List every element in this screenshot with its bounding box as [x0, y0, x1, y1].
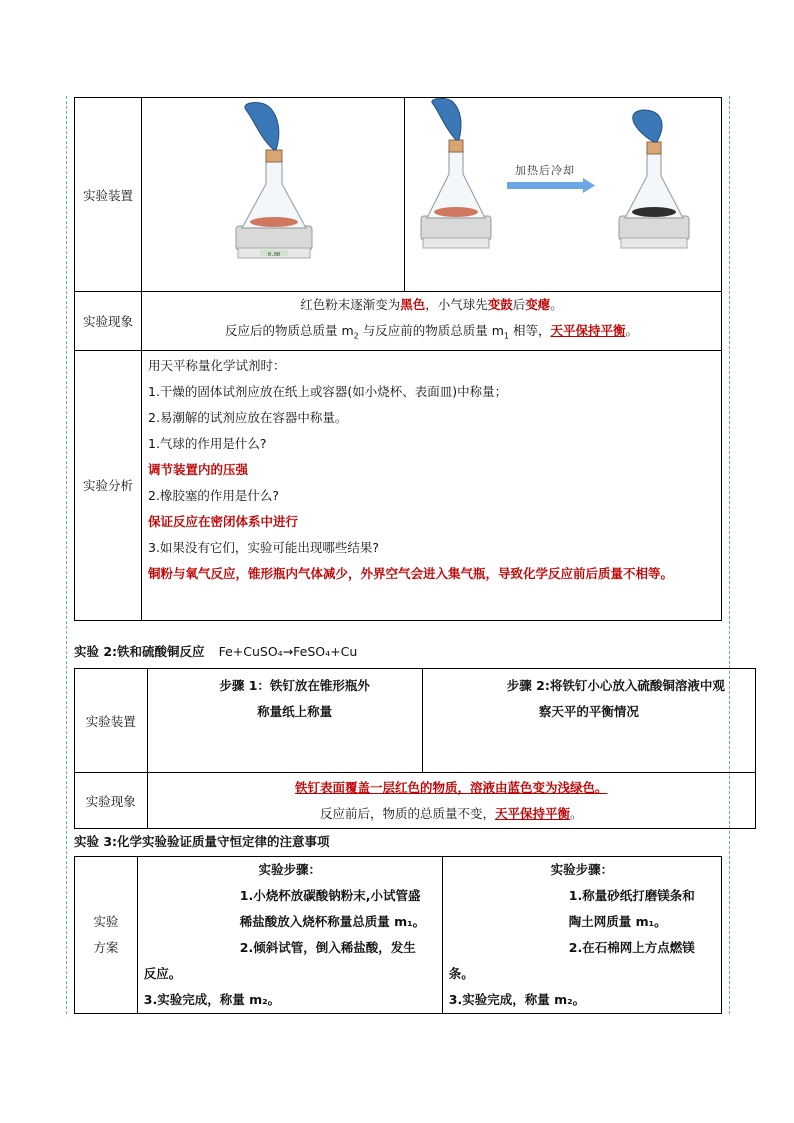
- analysis-line: 1.干燥的固体试剂应放在纸上或容器(如小烧杯、表面皿)中称量；: [148, 383, 508, 399]
- exp3-right-line: 陶土网质量 m₁。: [568, 914, 667, 929]
- exp2-row-label-apparatus: 实验装置: [75, 669, 148, 773]
- exp3-right-line: 2.在石棉网上方点燃镁: [568, 940, 695, 955]
- row-label-phenomenon: 实验现象: [75, 292, 142, 351]
- flask-balloon-illustration: [142, 98, 404, 288]
- exp3-right-line: 3.实验完成，称量 m₂。: [448, 992, 586, 1007]
- exp3-left-line: 稀盐酸放入烧杯称量总质量 m₁。: [239, 914, 426, 929]
- analysis-line: 用天平称量化学试剂时：: [148, 357, 286, 373]
- exp2-step1-line: 步骤 1：铁钉放在锥形瓶外: [219, 678, 370, 693]
- exp2-step2-line: 察天平的平衡情况: [538, 704, 639, 719]
- experiment1-table: [74, 97, 722, 621]
- phenomenon-line-2: 反应后的物质总质量 $m_2$ 与反应前的物质总质量 $m_1$ 相等，天平保持平衡。: [225, 323, 638, 341]
- analysis-answer: 调节装置内的压强: [148, 461, 249, 477]
- exp2-phenomenon-cell: [147, 773, 755, 829]
- exp2-step2-line: 步骤 2:将铁钉小心放入硫酸铜溶液中观: [506, 678, 725, 693]
- experiment3-table: [74, 856, 722, 1014]
- heating-cooling-illustration: [405, 98, 721, 288]
- exp3-left-line: 反应。: [143, 966, 182, 981]
- exp3-right-plan: [442, 857, 721, 1014]
- exp2-step1-line: 称量纸上称量: [257, 704, 333, 719]
- row-label-analysis: 实验分析: [75, 350, 142, 620]
- svg-text:0.00: 0.00: [267, 252, 281, 258]
- analysis-line: 1.气球的作用是什么?: [148, 435, 267, 451]
- analysis-line: 3.如果没有它们，实验可能出现哪些结果?: [148, 539, 380, 555]
- analysis-answer: 铜粉与氧气反应，锥形瓶内气体减少，外界空气会进入集气瓶，导致化学反应前后质量不相等。: [148, 565, 674, 581]
- analysis-answer: 保证反应在密闭体系中进行: [148, 513, 299, 529]
- analysis-cell: [142, 350, 722, 620]
- exp3-row-label: 实验 方案: [75, 857, 138, 1014]
- exp2-row-label-phenomenon: 实验现象: [75, 773, 148, 829]
- exp2-phenomenon-line-2: 反应前后，物质的总质量不变，天平保持平衡。: [320, 805, 583, 821]
- exp3-right-line: 1.称量砂纸打磨镁条和: [568, 888, 695, 903]
- exp3-left-line: 3.实验完成，称量 m₂。: [143, 992, 281, 1007]
- row-label-apparatus: 实验装置: [75, 98, 142, 292]
- exp3-left-line: 1.小烧杯放碳酸钠粉末,小试管盛: [239, 888, 421, 903]
- analysis-line: 2.橡胶塞的作用是什么?: [148, 487, 280, 503]
- apparatus-image-before: [142, 98, 405, 292]
- exp3-left-plan: [137, 857, 442, 1014]
- exp2-heading: 实验 2:铁和硫酸铜反应 Fe+CuSO₄→FeSO₄+Cu: [74, 644, 358, 659]
- experiment2-table: [74, 668, 756, 829]
- exp3-left-title: 实验步骤：: [258, 862, 322, 877]
- exp3-right-title: 实验步骤：: [550, 862, 614, 877]
- phenomenon-line-1: 红色粉末逐渐变为黑色，小气球先变鼓后变瘪。: [300, 297, 563, 312]
- exp3-heading: 实验 3:化学实验验证质量守恒定律的注意事项: [74, 834, 330, 849]
- exp2-phenomenon-line-1: 铁钉表面覆盖一层红色的物质，溶液由蓝色变为浅绿色。: [295, 779, 608, 795]
- apparatus-image-after: [405, 98, 722, 292]
- phenomenon-cell: [142, 292, 722, 351]
- analysis-line: 2.易潮解的试剂应放在容器中称量。: [148, 409, 348, 425]
- arrow-label: 加热后冷却: [515, 164, 575, 177]
- exp3-right-line: 条。: [448, 966, 474, 981]
- exp2-step1-cell: [147, 669, 422, 773]
- exp2-step2-cell: [422, 669, 755, 773]
- exp3-left-line: 2.倾斜试管，倒入稀盐酸，发生: [239, 940, 416, 955]
